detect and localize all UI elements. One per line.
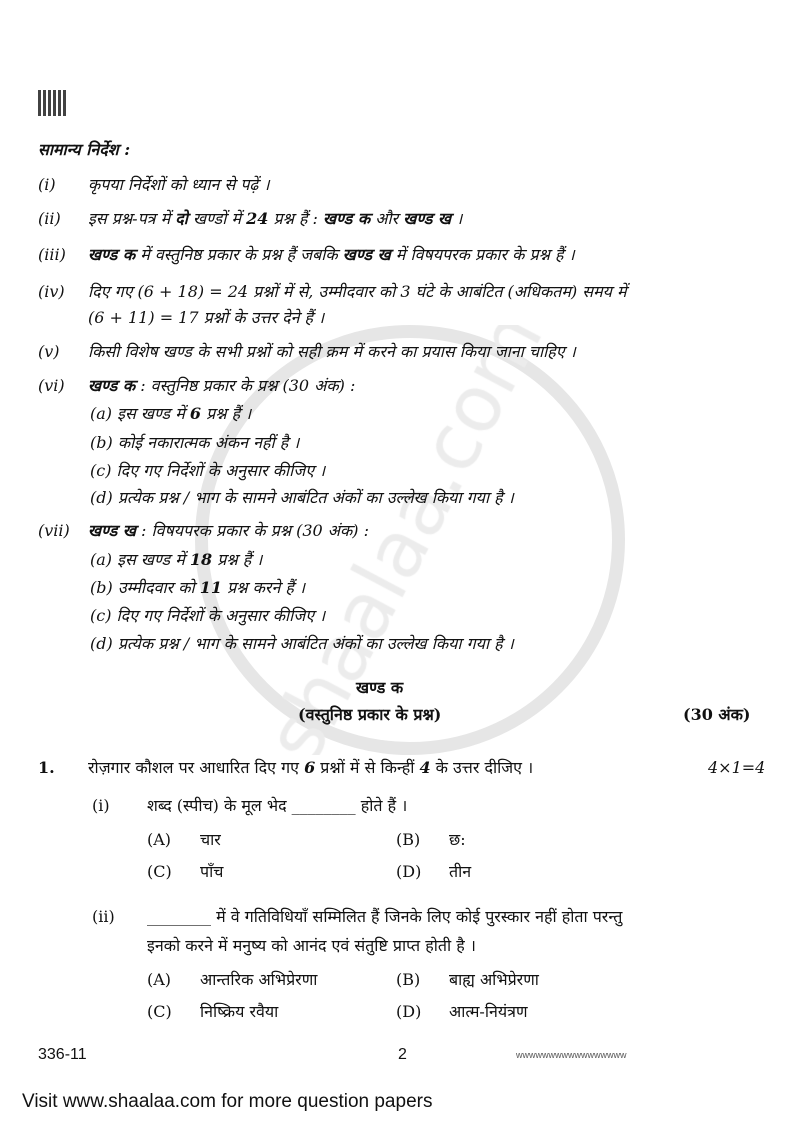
text-segment: 11 xyxy=(199,578,223,597)
instruction-subitem xyxy=(90,433,299,453)
instruction-text xyxy=(88,209,462,229)
text-segment: दो xyxy=(175,209,188,228)
option-text: आत्म-नियंत्रण xyxy=(449,1002,528,1021)
section-marks: (30 अंक) xyxy=(683,705,751,724)
text-segment: (a) इस खण्ड में xyxy=(90,550,190,569)
part-number: (i) xyxy=(92,796,110,815)
text-segment: कृपया निर्देशों को ध्यान से पढ़ें । xyxy=(88,175,270,194)
instruction-subitem xyxy=(90,550,262,570)
text-segment: रोज़गार कौशल पर आधारित दिए गए xyxy=(88,758,305,777)
option-label: (C) xyxy=(147,862,172,881)
text-segment: 6 xyxy=(304,758,316,777)
text-segment: (c) दिए गए निर्देशों के अनुसार कीजिए । xyxy=(90,461,326,480)
text-segment: किसी विशेष खण्ड के सभी प्रश्नों को सही क्रम में करने का प्रयास किया जाना चाहिए । xyxy=(88,342,576,361)
footer-mark: wwwwwwwwwwwwwwwww xyxy=(516,1050,627,1060)
text-segment: (a) इस खण्ड में xyxy=(90,404,190,423)
instruction-number: (vii) xyxy=(38,521,70,540)
text-segment: खण्ड क xyxy=(323,209,371,228)
instruction-text xyxy=(88,175,270,195)
text-segment: (d) प्रत्येक प्रश्न / भाग के सामने आबंटित अंकों का उल्लेख किया गया है । xyxy=(90,634,514,653)
instruction-number: (iii) xyxy=(38,245,66,264)
option-label: (C) xyxy=(147,1002,172,1021)
text-segment: खण्ड क xyxy=(88,245,136,264)
instruction-number: (iv) xyxy=(38,282,65,301)
option-text: निष्क्रिय रवैया xyxy=(200,1002,279,1021)
option-text: तीन xyxy=(449,862,472,881)
text-segment: 18 xyxy=(189,550,213,569)
page-number: 2 xyxy=(398,1046,407,1063)
option-label: (B) xyxy=(396,970,421,989)
option-label: (D) xyxy=(396,862,422,881)
instruction-number: (vi) xyxy=(38,376,65,395)
instructions-heading: सामान्य निर्देश : xyxy=(38,140,131,159)
text-segment: (c) दिए गए निर्देशों के अनुसार कीजिए । xyxy=(90,606,326,625)
text-segment: । xyxy=(451,209,463,228)
text-segment: प्रश्नों में से किन्हीं xyxy=(315,758,420,777)
text-segment: दिए गए (6 + 18) = 24 प्रश्नों में से, उम्मीदवार को 3 घंटे के आबंटित (अधिकतम) समय में xyxy=(88,282,627,301)
question-text xyxy=(88,758,533,778)
part-text: शब्द (स्पीच) के मूल भेद ________ होते हैं । xyxy=(147,796,408,815)
text-segment: (b) उम्मीदवार को xyxy=(90,578,200,597)
text-segment: खण्ड ख xyxy=(342,245,391,264)
option-label: (D) xyxy=(396,1002,422,1021)
option-text: बाह्य अभिप्रेरणा xyxy=(449,970,539,989)
instruction-subitem xyxy=(90,578,305,598)
text-segment: में वस्तुनिष्ठ प्रकार के प्रश्न हैं जबकि xyxy=(135,245,343,264)
text-segment: इस प्रश्न-पत्र में xyxy=(88,209,176,228)
option-label: (B) xyxy=(396,830,421,849)
option-label: (A) xyxy=(147,970,172,989)
text-segment: खण्ड ख xyxy=(88,521,136,540)
instruction-text xyxy=(88,376,355,396)
instruction-subitem xyxy=(90,606,325,626)
text-segment: प्रश्न करने हैं । xyxy=(222,578,306,597)
text-segment: 24 xyxy=(246,209,269,228)
text-segment: प्रश्न हैं । xyxy=(201,404,252,423)
option-label: (A) xyxy=(147,830,172,849)
text-segment: प्रश्न हैं : xyxy=(268,209,324,228)
part-text: इनको करने में मनुष्य को आनंद एवं संतुष्टि प्राप्त होती है । xyxy=(147,936,476,955)
text-segment: 4 xyxy=(419,758,431,777)
text-segment: (6 + 11) = 17 प्रश्नों के उत्तर देने हैं । xyxy=(88,308,325,327)
text-segment: में विषयपरक प्रकार के प्रश्न हैं । xyxy=(390,245,575,264)
instruction-text xyxy=(88,342,576,362)
instruction-number: (ii) xyxy=(38,209,61,228)
paper-code: 336-11 xyxy=(38,1046,87,1063)
instruction-text xyxy=(88,308,324,328)
text-segment: (b) कोई नकारात्मक अंकन नहीं है । xyxy=(90,433,300,452)
text-segment: खण्डों में xyxy=(187,209,247,228)
instruction-text xyxy=(88,521,369,541)
text-segment: खण्ड क xyxy=(88,376,136,395)
instruction-subitem xyxy=(90,634,514,654)
text-segment: खण्ड ख xyxy=(403,209,452,228)
instruction-text xyxy=(88,282,627,302)
option-text: चार xyxy=(200,830,221,849)
option-text: छ: xyxy=(449,830,466,849)
instruction-number: (i) xyxy=(38,175,56,194)
option-text: आन्तरिक अभिप्रेरणा xyxy=(200,970,318,989)
question-number: 1. xyxy=(38,758,55,777)
instruction-number: (v) xyxy=(38,342,60,361)
shaalaa-visit-link[interactable]: Visit www.shaalaa.com for more question papers xyxy=(22,1091,433,1112)
option-text: पाँच xyxy=(200,862,224,881)
instruction-subitem xyxy=(90,488,514,508)
instruction-subitem xyxy=(90,461,325,481)
section-subtitle: (वस्तुनिष्ठ प्रकार के प्रश्न) xyxy=(298,705,442,724)
question-marks: 4×1=4 xyxy=(708,758,766,777)
text-segment: और xyxy=(370,209,404,228)
text-segment: प्रश्न हैं । xyxy=(212,550,263,569)
part-number: (ii) xyxy=(92,907,115,926)
text-segment: : वस्तुनिष्ठ प्रकार के प्रश्न (30 अंक) : xyxy=(135,376,356,395)
text-segment: : विषयपरक प्रकार के प्रश्न (30 अंक) : xyxy=(135,521,370,540)
text-segment: (d) प्रत्येक प्रश्न / भाग के सामने आबंटित अंकों का उल्लेख किया गया है । xyxy=(90,488,514,507)
instruction-text xyxy=(88,245,575,265)
text-segment: 6 xyxy=(189,404,201,423)
part-text: ________ में वे गतिविधियाँ सम्मिलित हैं जिनके लिए कोई पुरस्कार नहीं होता परन्तु xyxy=(147,907,623,926)
text-segment: के उत्तर दीजिए । xyxy=(430,758,534,777)
section-title: खण्ड क xyxy=(356,678,404,697)
instruction-subitem xyxy=(90,404,251,424)
qr-code-icon xyxy=(38,90,66,116)
